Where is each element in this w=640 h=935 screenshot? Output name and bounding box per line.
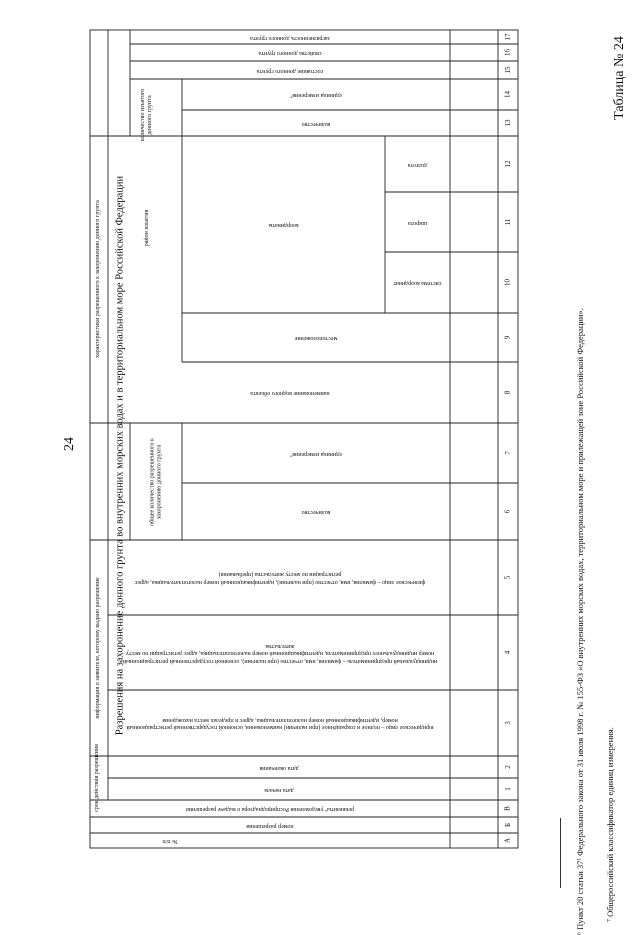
header-quantity: количество — [301, 509, 331, 516]
header-permit-number: номер разрешения — [246, 822, 294, 829]
col-num-b: Б — [503, 822, 512, 828]
col-num-8: 8 — [503, 390, 512, 395]
col-num-a: А — [503, 837, 512, 844]
col-num-12: 12 — [503, 160, 512, 168]
header-longitude: долгота — [407, 161, 428, 168]
col-num-6: 6 — [503, 509, 512, 514]
col-num-7: 7 — [503, 451, 512, 455]
header-unit: единица измерения⁷ — [290, 450, 342, 457]
header-legal-entity: юридическое лицо – полное и сокращённое (при наличии) наименования, основной государственный регистрационный номер, идентификационный номер налогоплательщика, адрес в пределах места нахождения — [126, 717, 434, 731]
col-num-1: 1 — [503, 787, 512, 791]
header-soil-state: состояние донного грунта — [256, 67, 324, 74]
col-num-4: 4 — [503, 650, 512, 655]
col-num-9: 9 — [503, 335, 512, 340]
table-number: Таблица № 24 — [612, 36, 627, 120]
footnote-7: ⁷ Общероссийский классификатор единиц измерения. — [605, 727, 615, 922]
col-num-17: 17 — [503, 33, 512, 41]
col-num-13: 13 — [503, 119, 512, 127]
header-validity: срок действия разрешения — [94, 744, 101, 812]
header-date-start: дата начала — [264, 786, 294, 793]
header-rosprirodnadzor: реквизиты⁶ уведомления Росприроднадзора о выдаче разрешения — [186, 806, 354, 813]
col-num-16: 16 — [503, 49, 512, 56]
header-individual-entrepreneur: индивидуальный предприниматель – фамилия, имя, отчество (при наличии), основной государственный регистрационный номер индивидуального предпринимателя, идентификационный номер налогоплательщика, адрес регистрации по месту жительства — [122, 642, 438, 664]
header-extracted-amount: количество изъятого донного грунта — [139, 88, 153, 142]
header-coord-system: система координат — [393, 280, 442, 287]
col-num-5: 5 — [503, 575, 512, 580]
col-num-10: 10 — [503, 279, 512, 286]
header-soil-pollution: загрязненность донного грунта — [250, 34, 330, 41]
table-title: Разрешения на захоронение донного грунта во внутренних морских водах и в территориальном море Российской Федерации — [114, 175, 126, 736]
page-number: 24 — [62, 437, 77, 451]
header-coordinates: координаты — [268, 222, 299, 229]
col-num-15: 15 — [503, 66, 512, 74]
footnote-6: ⁶ Пункт 20 статьи 37¹ Федерального закона от 31 июля 1998 г. № 155-ФЗ «О внутренних морских водах, территориальном море и прилежащей зоне Российской Федерации». — [575, 308, 585, 935]
col-num-v: В — [503, 806, 512, 811]
header-physical-person: физическое лицо – фамилия, имя, отчество (при наличии), идентификационный номер налогоплательщика, адрес регистрации по месту жительства (пребывания) — [134, 571, 426, 585]
header-quantity2: количество — [301, 120, 331, 127]
header-date-end: дата окончания — [259, 764, 299, 771]
header-latitude: широта — [407, 219, 428, 226]
col-num-3: 3 — [503, 721, 512, 725]
header-total-permitted: общее количество разрешенного к захоронению донного грунта — [149, 438, 163, 526]
header-water-body: наименование водного объекта — [250, 390, 330, 397]
header-soil-properties: свойства донного грунта — [258, 50, 322, 57]
footnote-separator — [560, 818, 561, 888]
col-num-2: 2 — [503, 765, 512, 769]
header-unit2: единица измерения⁷ — [290, 92, 342, 99]
col-num-14: 14 — [503, 91, 512, 98]
col-num-11: 11 — [503, 218, 512, 226]
header-characteristics: характеристики разрешенного к захоронению донного грунта — [95, 200, 102, 358]
header-no: № п/п — [162, 838, 178, 845]
header-location: местоположение — [294, 335, 338, 342]
header-extraction-area: район изъятия — [144, 209, 151, 247]
header-applicant-info: информация о заявителе, которому выдано разрешение — [95, 577, 102, 719]
